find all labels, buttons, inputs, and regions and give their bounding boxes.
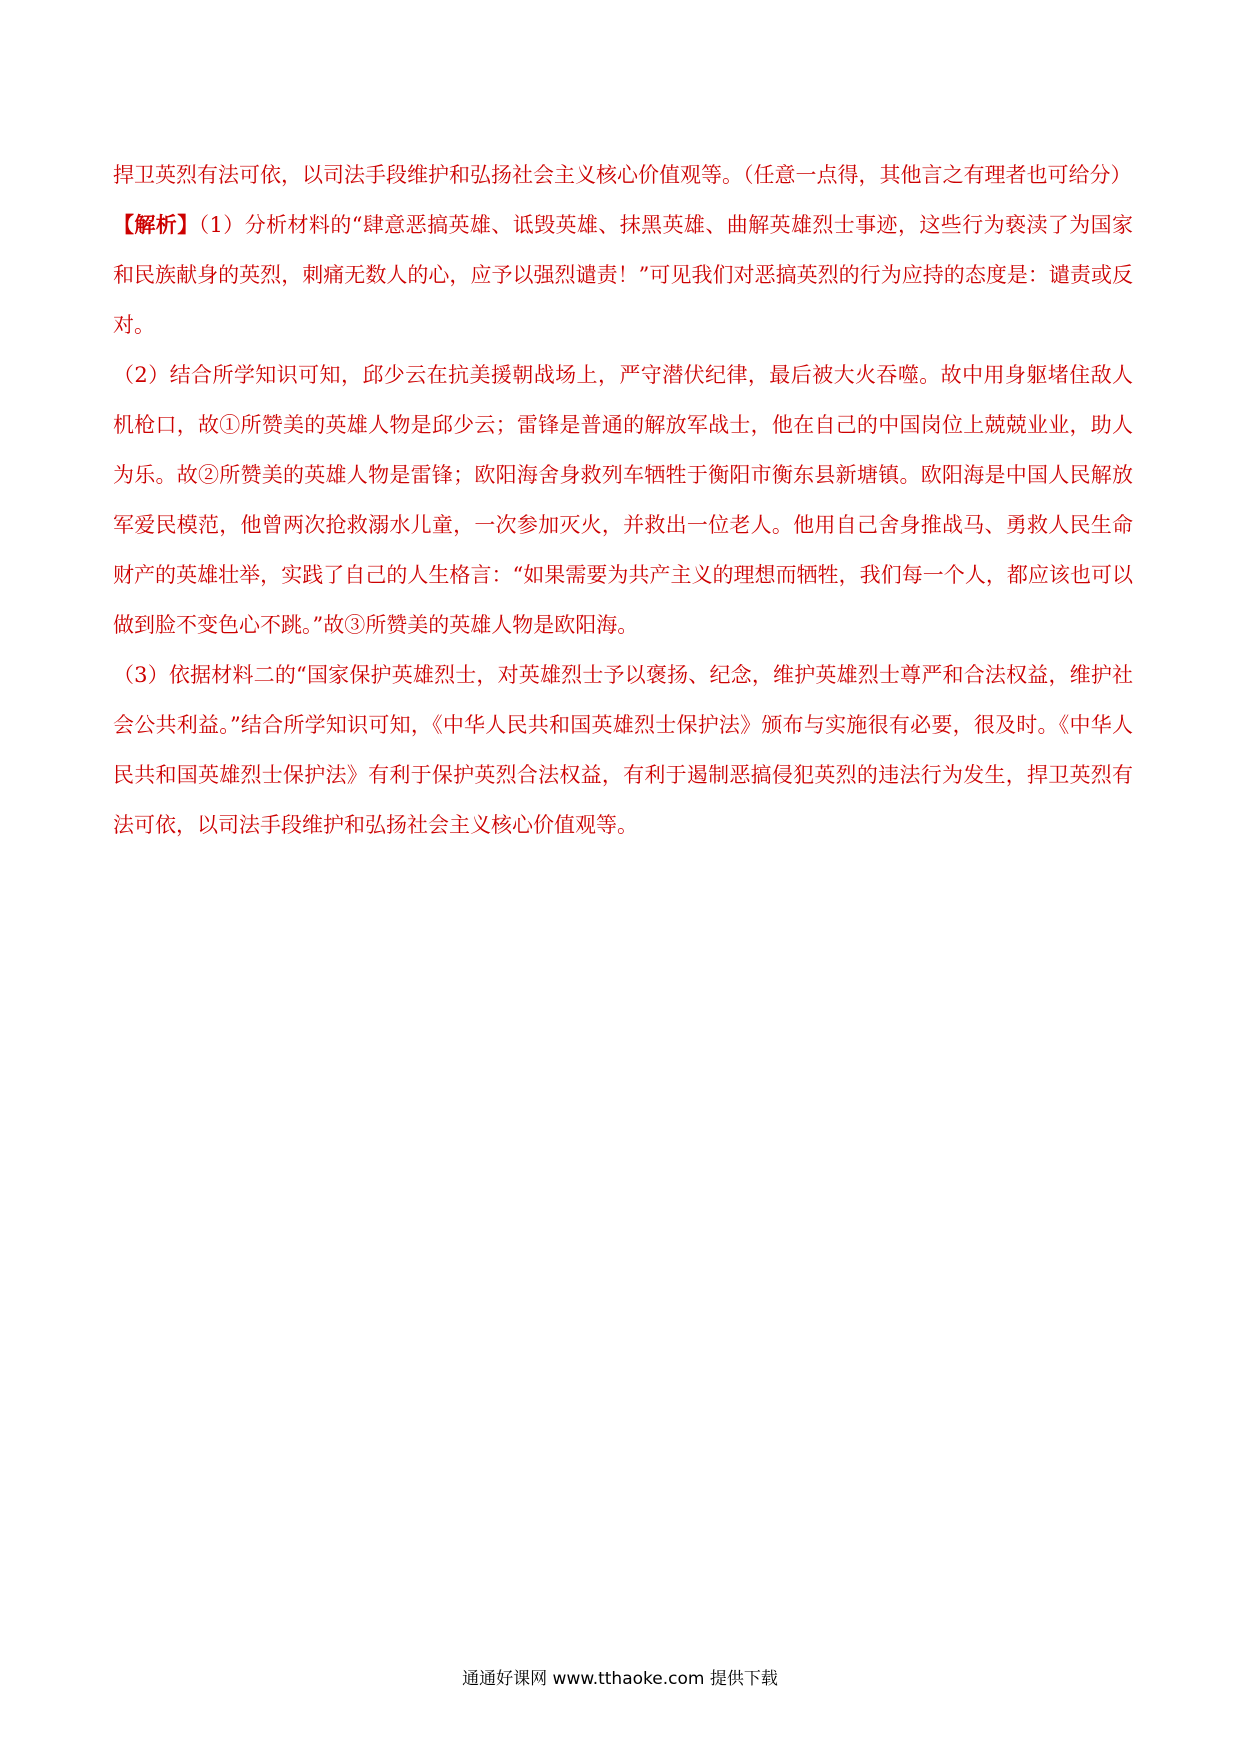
analysis-paragraph-1 — [113, 200, 1133, 350]
answer-tail-paragraph: 捍卫英烈有法可依，以司法手段维护和弘扬社会主义核心价值观等。（任意一点得，其他言之有理者也可给分） — [113, 163, 1132, 187]
analysis-part-1: （1）分析材料的“肆意恶搞英雄、诋毁英雄、抹黑英雄、曲解英雄烈士事迹，这些行为亵渎了为国家和民族献身的英烈，刺痛无数人的心，应予以强烈谴责！”可见我们对恶搞英烈的行为应持的态度是：谴责或反对。 — [113, 213, 1134, 337]
analysis-label: 【解析】 — [113, 212, 199, 237]
answer-content — [113, 150, 1133, 850]
page-footer: 通通好课网 www.tthaoke.com 提供下载 — [462, 1669, 778, 1689]
analysis-paragraph-2: （2）结合所学知识可知，邱少云在抗美援朝战场上，严守潜伏纪律，最后被大火吞噬。故中用身躯堵住敌人机枪口，故①所赞美的英雄人物是邱少云；雷锋是普通的解放军战士，他在自己的中国岗位上兢兢业业，助人为乐。故②所赞美的英雄人物是雷锋；欧阳海舍身救列车牺牲于衡阳市衡东县新塘镇。欧阳海是中国人民解放军爱民模范，他曾两次抢救溺水儿童，一次参加灭火，并救出一位老人。他用自己舍身推战马、勇救人民生命财产的英雄壮举，实践了自己的人生格言：“如果需要为共产主义的理想而牺牲，我们每一个人，都应该也可以做到脸不变色心不跳。”故③所赞美的英雄人物是欧阳海。 — [113, 363, 1133, 637]
analysis-paragraph-3: （3）依据材料二的“国家保护英雄烈士，对英雄烈士予以褒扬、纪念，维护英雄烈士尊严和合法权益，维护社会公共利益。”结合所学知识可知，《中华人民共和国英雄烈士保护法》颁布与实施很有必要，很及时。《中华人民共和国英雄烈士保护法》有利于保护英烈合法权益，有利于遏制恶搞侵犯英烈的违法行为发生，捍卫英烈有法可依，以司法手段维护和弘扬社会主义核心价值观等。 — [113, 663, 1133, 837]
